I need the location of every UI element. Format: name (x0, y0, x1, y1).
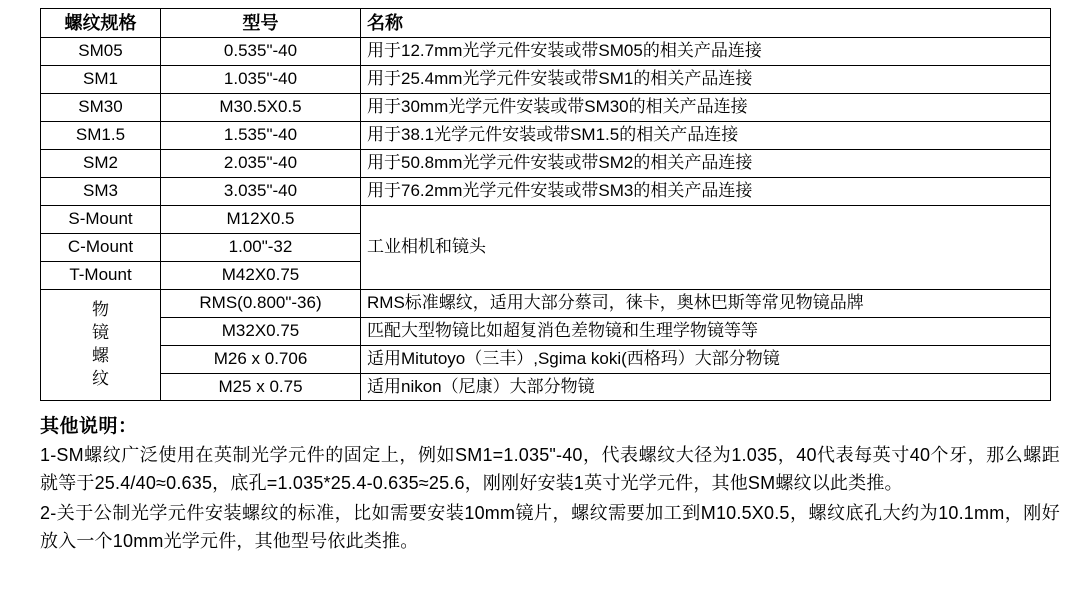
cell-model: M12X0.5 (161, 205, 361, 233)
table-body (41, 38, 1051, 401)
table-row (41, 177, 1051, 205)
table-row (41, 150, 1051, 178)
cell-desc: 用于76.2mm光学元件安装或带SM3的相关产品连接 (361, 177, 1051, 205)
cell-model: RMS(0.800"-36) (161, 289, 361, 317)
cell-spec: SM05 (41, 38, 161, 66)
cell-desc: RMS标准螺纹，适用大部分蔡司，徕卡，奥林巴斯等常见物镜品牌 (361, 289, 1051, 317)
cell-model: M30.5X0.5 (161, 94, 361, 122)
table-row (41, 122, 1051, 150)
cell-model: M32X0.75 (161, 317, 361, 345)
table-row (41, 94, 1051, 122)
cell-desc: 匹配大型物镜比如超复消色差物镜和生理学物镜等等 (361, 317, 1051, 345)
cell-model: 0.535"-40 (161, 38, 361, 66)
objective-label-char: 物 (92, 300, 109, 320)
column-header-model: 型号 (161, 9, 361, 38)
note-item: 2-关于公制光学元件安装螺纹的标准，比如需要安装10mm镜片，螺纹需要加工到M10.5X0.5，螺纹底孔大约为10.1mm，刚好放入一个10mm光学元件，其他型号依此类推。 (40, 503, 1060, 552)
cell-spec: C-Mount (41, 233, 161, 261)
notes-title: 其他说明： (40, 416, 138, 438)
cell-model: M25 x 0.75 (161, 373, 361, 401)
cell-spec: SM1.5 (41, 122, 161, 150)
cell-spec: SM1 (41, 66, 161, 94)
cell-spec: SM2 (41, 150, 161, 178)
table-row (41, 205, 1051, 233)
cell-desc: 用于25.4mm光学元件安装或带SM1的相关产品连接 (361, 66, 1051, 94)
table-row (41, 66, 1051, 94)
cell-model: 1.035"-40 (161, 66, 361, 94)
table-row (41, 345, 1051, 373)
cell-model: 1.535"-40 (161, 122, 361, 150)
note-item: 1-SM螺纹广泛使用在英制光学元件的固定上，例如SM1=1.035"-40，代表螺纹大径为1.035，40代表每英寸40个牙，那么螺距就等于25.4/40≈0.635，底孔=1.035*25.4-0.635≈25.6，刚刚好安装1英寸光学元件，其他SM螺纹以此类推。 (40, 445, 1060, 494)
table-header-row (41, 9, 1051, 38)
objective-label-char: 纹 (92, 369, 109, 389)
objective-label-char: 镜 (92, 323, 109, 343)
cell-desc: 用于12.7mm光学元件安装或带SM05的相关产品连接 (361, 38, 1051, 66)
cell-model: 1.00"-32 (161, 233, 361, 261)
cell-spec: SM3 (41, 177, 161, 205)
cell-spec: SM30 (41, 94, 161, 122)
cell-spec-objective-group (41, 289, 161, 401)
cell-model: M42X0.75 (161, 261, 361, 289)
notes-section (40, 411, 1060, 556)
cell-model: 3.035"-40 (161, 177, 361, 205)
cell-model: M26 x 0.706 (161, 345, 361, 373)
table-row (41, 373, 1051, 401)
table-row (41, 38, 1051, 66)
cell-desc: 用于50.8mm光学元件安装或带SM2的相关产品连接 (361, 150, 1051, 178)
cell-desc-camera-merged: 工业相机和镜头 (361, 205, 1051, 289)
table-row (41, 289, 1051, 317)
objective-label-char: 螺 (92, 346, 109, 366)
thread-spec-table (40, 8, 1051, 401)
cell-desc: 适用Mitutoyo（三丰）,Sgima koki(西格玛）大部分物镜 (361, 345, 1051, 373)
table-header (41, 9, 1051, 38)
cell-desc: 用于38.1光学元件安装或带SM1.5的相关产品连接 (361, 122, 1051, 150)
column-header-spec: 螺纹规格 (41, 9, 161, 38)
cell-model: 2.035"-40 (161, 150, 361, 178)
cell-desc: 适用nikon（尼康）大部分物镜 (361, 373, 1051, 401)
cell-desc: 用于30mm光学元件安装或带SM30的相关产品连接 (361, 94, 1051, 122)
table-row (41, 317, 1051, 345)
column-header-name: 名称 (361, 9, 1051, 38)
cell-spec: S-Mount (41, 205, 161, 233)
cell-spec: T-Mount (41, 261, 161, 289)
